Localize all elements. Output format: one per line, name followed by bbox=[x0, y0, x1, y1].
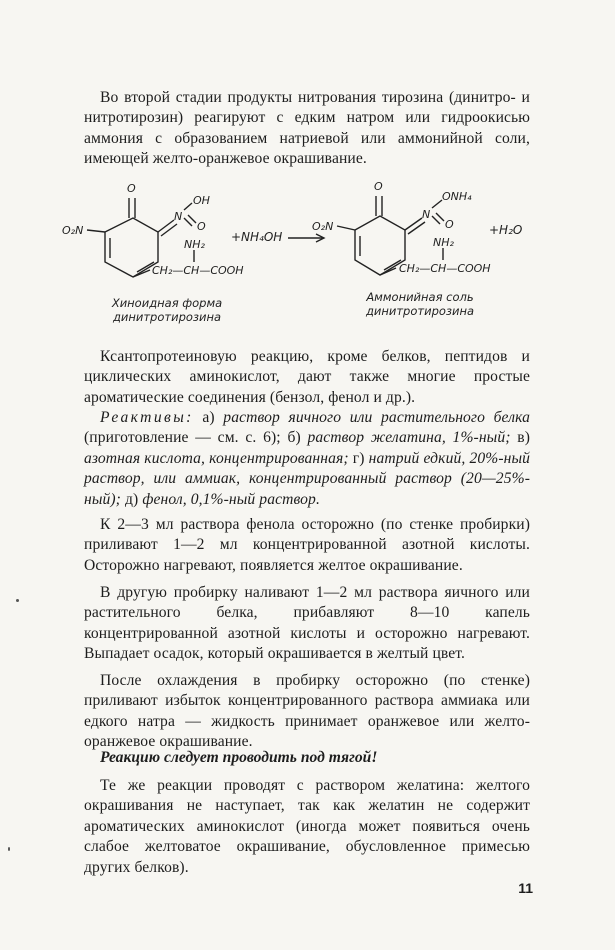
reagent-b: раствор желатина, 1%-ный; bbox=[307, 429, 511, 447]
paragraph-reagents bbox=[84, 408, 530, 510]
right-amino: NH₂ bbox=[433, 236, 454, 249]
right-side-chain: CH₂—CH—COOH bbox=[399, 262, 491, 275]
caption-ammonium-salt bbox=[345, 290, 495, 318]
reagent-nh4oh: +NH₄OH bbox=[231, 230, 283, 244]
caption-quinoid-line1: Хиноидная форма bbox=[111, 296, 223, 310]
reagent-e-letter: д) bbox=[124, 490, 139, 508]
caption-quinoid-line2: динитротирозина bbox=[112, 310, 222, 324]
reagent-e: фенол, 0,1%-ный раствор. bbox=[142, 490, 320, 508]
paragraph-nitration-stage-two: Во второй стадии продукты нитрования тирозина (динитро- и нитротирозин) реагируют с едким натром или гидроокисью аммония с образованием натриевой или аммонийной соли, имеющей желто-оранжевое окрашивание. bbox=[84, 89, 530, 168]
right-o2n: O₂N bbox=[312, 220, 334, 233]
right-ammonium-oxide: ONH₄ bbox=[442, 190, 472, 203]
paragraph-gelatin: Те же реакции проводят с раствором желатина: желтого окрашивания не наступает, так как желатин не содержит ароматических аминокислот (иногда может появиться очень слабое желтоватое окрашивание, обусловленное примесью других белков). bbox=[84, 777, 530, 876]
right-oxygen-double: O bbox=[445, 218, 454, 231]
left-side-chain: CH₂—CH—COOH bbox=[152, 264, 244, 277]
fume-hood-warning: Реакцию следует проводить под тягой! bbox=[100, 749, 378, 766]
paragraph-protein-test: В другую пробирку наливают 1—2 мл раствора яичного или растительного белка, прибавляют 8—10 капель концентрированной азотной кислоты и осторожно нагревают. Выпадает осадок, который окрашивается в желтый цвет. bbox=[84, 584, 530, 663]
caption-quinoid-form bbox=[92, 296, 242, 324]
left-amino: NH₂ bbox=[184, 238, 205, 251]
reagent-a: раствор яичного или растительного белка bbox=[223, 409, 530, 426]
reagent-c: азотная кислота, концентрированная; bbox=[84, 449, 349, 467]
right-oxygen-top: O bbox=[374, 180, 383, 193]
reagent-d-letter: г) bbox=[352, 449, 365, 467]
scan-speck bbox=[8, 847, 10, 851]
right-salt-ring bbox=[355, 216, 405, 275]
scan-speck bbox=[16, 599, 19, 602]
reagent-c-letter: в) bbox=[517, 429, 530, 447]
left-oxygen-double: O bbox=[197, 220, 206, 233]
right-nitrogen: N bbox=[422, 208, 431, 221]
reagents-heading: Реактивы: bbox=[100, 409, 194, 426]
paragraph-phenol-test: К 2—3 мл раствора фенола осторожно (по стенке пробирки) приливают 1—2 мл концентрированной азотной кислоты. Осторожно нагревают, появляется желтое окрашивание. bbox=[84, 516, 530, 574]
reagent-a-letter: а) bbox=[202, 409, 215, 426]
left-quinoid-ring bbox=[105, 218, 158, 277]
left-oxygen-top: O bbox=[127, 182, 136, 195]
caption-ammonium-line1: Аммонийная соль bbox=[366, 290, 474, 304]
paragraph-xanthoprotein: Ксантопротеиновую реакцию, кроме белков, пептидов и циклических аминокислот, дают также многие простые ароматические соединения (бензол, фенол и др.). bbox=[84, 348, 530, 406]
product-water: +H₂O bbox=[489, 223, 523, 237]
reagent-d: натрий едкий, 20%-ный раствор, или аммиак, концентрированный раствор (20—25%-ный); bbox=[84, 449, 531, 508]
left-nitrogen: N bbox=[174, 210, 183, 223]
left-hydroxyl: OH bbox=[193, 194, 210, 207]
reagent-a-note: (приготовление — см. с. 6); б) bbox=[84, 429, 301, 447]
caption-ammonium-line2: динитротирозина bbox=[365, 304, 475, 318]
paragraph-after-cooling: После охлаждения в пробирку осторожно (по стенке) приливают избыток концентрированного раствора аммиака или едкого натра — жидкость принимает оранжевое или желто-оранжевое окрашивание. bbox=[84, 672, 530, 751]
left-o2n: O₂N bbox=[62, 224, 84, 237]
page-number: 11 bbox=[518, 880, 533, 896]
